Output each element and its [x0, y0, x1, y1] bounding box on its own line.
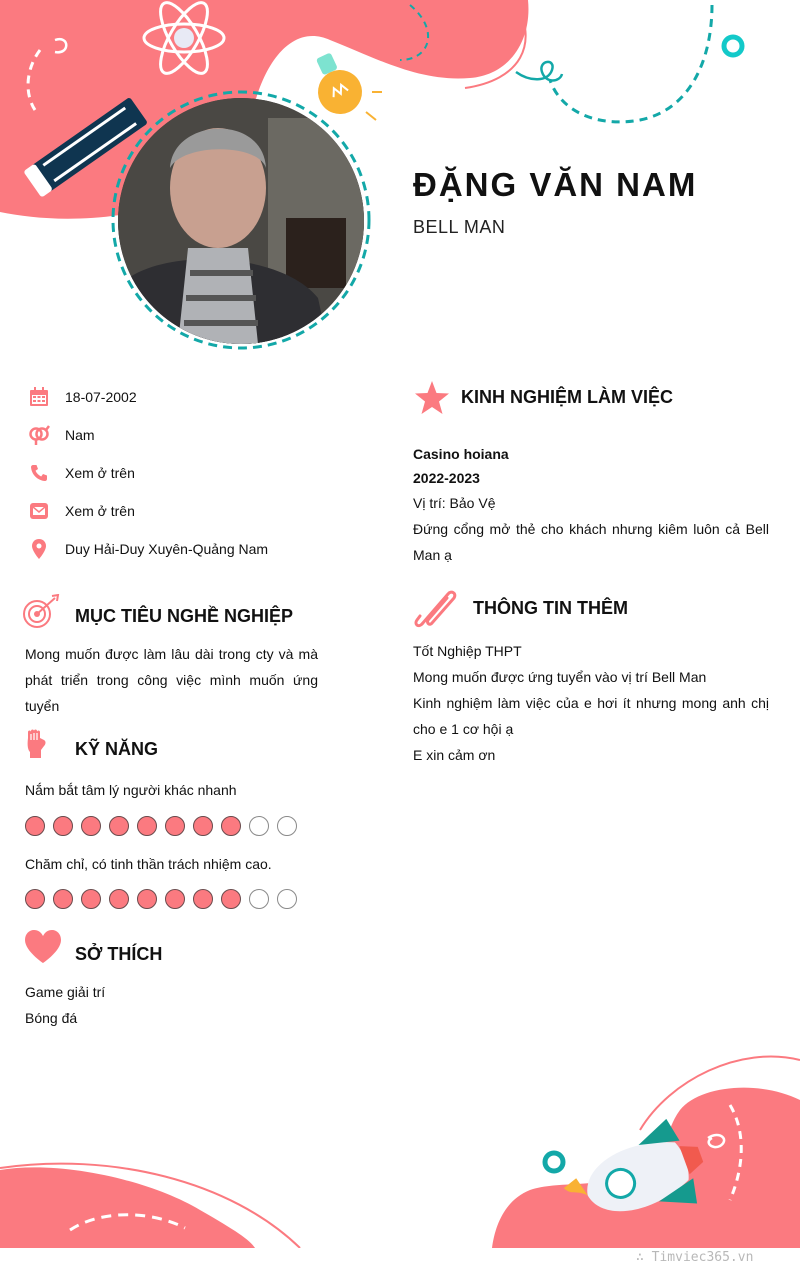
phone-row: [28, 461, 135, 485]
birthday-value: 18-07-2002: [65, 389, 137, 405]
avatar: [118, 98, 364, 344]
objective-title: MỤC TIÊU NGHỀ NGHIỆP: [75, 606, 294, 626]
additional-line: Tốt Nghiệp THPT: [413, 643, 522, 659]
skill-rating: [25, 816, 297, 836]
rating-dot-filled: [193, 816, 213, 836]
additional-line: E xin cảm ơn: [413, 747, 496, 763]
rating-dot-filled: [109, 889, 129, 909]
top-right-dashed-line: [550, 5, 712, 122]
skill-rating: [25, 889, 297, 909]
email-icon: [28, 500, 50, 522]
rating-dot-filled: [81, 816, 101, 836]
rating-dot-filled: [165, 816, 185, 836]
rating-dot-empty: [277, 889, 297, 909]
rating-dot-filled: [221, 889, 241, 909]
rating-dot-filled: [221, 816, 241, 836]
bottom-left-blob: [0, 1167, 255, 1248]
rating-dot-empty: [277, 816, 297, 836]
rating-dot-filled: [81, 889, 101, 909]
additional-line: Kinh nghiệm làm việc của e hơi ít nhưng mong anh chị cho e 1 cơ hội ạ: [413, 695, 769, 737]
birthday-row: [28, 385, 137, 409]
experience-period: 2022-2023: [413, 470, 480, 486]
experience-title: KINH NGHIỆM LÀM VIỆC: [461, 387, 674, 407]
experience-company: Casino hoiana: [413, 446, 509, 462]
teal-squiggle: [516, 62, 562, 81]
address-row: [28, 537, 269, 561]
objective-text: Mong muốn được làm lâu dài trong cty và mà phát triển trong công việc mình muốn ứng tuyển: [25, 646, 318, 714]
candidate-name: ĐẶNG VĂN NAM: [413, 166, 698, 203]
gender-icon: [28, 424, 50, 446]
teal-ring-deco: [545, 1153, 563, 1171]
skill-label: Nắm bắt tâm lý người khác nhanh: [25, 782, 237, 798]
email-value: Xem ở trên: [65, 503, 135, 519]
teal-ring-deco: [724, 37, 742, 55]
fist-icon: [25, 728, 47, 760]
avatar-frame: [104, 86, 374, 350]
gender-row: [28, 423, 95, 447]
rating-dot-filled: [25, 889, 45, 909]
target-icon: [22, 594, 62, 630]
hobby-item: Bóng đá: [25, 1010, 78, 1026]
rating-dot-filled: [165, 889, 185, 909]
email-row: [28, 499, 135, 523]
star-icon: [414, 381, 450, 415]
skill-label: Chăm chỉ, có tinh thần trách nhiệm cao.: [25, 856, 272, 872]
rating-dot-filled: [193, 889, 213, 909]
additional-title: THÔNG TIN THÊM: [473, 598, 628, 618]
additional-line: Mong muốn được ứng tuyển vào vị trí Bell Man: [413, 669, 707, 685]
phone-value: Xem ở trên: [65, 465, 135, 481]
calendar-icon: [28, 386, 50, 408]
footer-decoration: [0, 1040, 800, 1248]
experience-position: Vị trí: Bảo Vệ: [413, 495, 496, 511]
heart-icon: [24, 930, 62, 964]
hobby-item: Game giải trí: [25, 984, 106, 1000]
rating-dot-empty: [249, 889, 269, 909]
candidate-role: BELL MAN: [413, 217, 506, 237]
rating-dot-empty: [249, 816, 269, 836]
location-pin-icon: [28, 538, 50, 560]
hobbies-title: SỞ THÍCH: [75, 944, 163, 964]
rating-dot-filled: [137, 889, 157, 909]
watermark: ∴ Timviec365.vn: [636, 1250, 754, 1265]
experience-description: Đứng cổng mở thẻ cho khách nhưng kiêm luôn cả Bell Man ạ: [413, 521, 769, 563]
gender-value: Nam: [65, 427, 95, 443]
address-value: Duy Hải-Duy Xuyên-Quảng Nam: [65, 541, 269, 557]
rating-dot-filled: [137, 816, 157, 836]
photo-chair: [286, 218, 346, 288]
phone-icon: [28, 462, 50, 484]
skills-title: KỸ NĂNG: [75, 739, 159, 759]
paperclip-icon: [414, 586, 460, 630]
rating-dot-filled: [109, 816, 129, 836]
rating-dot-filled: [53, 816, 73, 836]
rating-dot-filled: [53, 889, 73, 909]
rating-dot-filled: [25, 816, 45, 836]
